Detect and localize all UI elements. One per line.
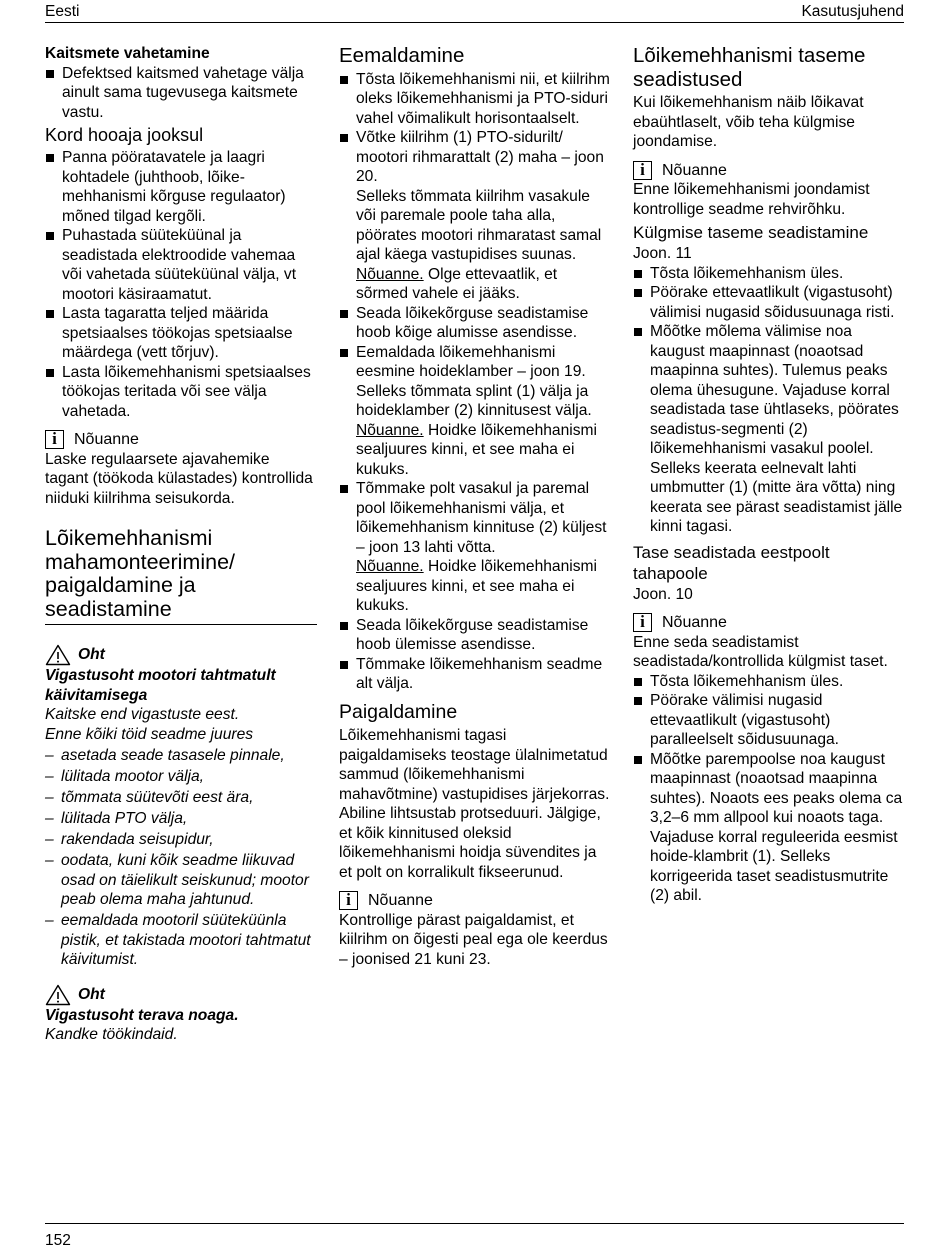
note-heading	[633, 613, 908, 633]
note-heading	[339, 891, 613, 911]
list-item	[339, 479, 613, 616]
note-heading	[633, 161, 908, 181]
list-item: Pöörake välimisi nugasid ettevaatlikult (vigastusoht) paralleelselt sõidusuunaga.	[633, 691, 908, 750]
list-item: Puhastada süüteküünal ja seadistada elektroodide vahemaa või vahetada süüteküünal välja, vt mootori käsiraamatut.	[45, 226, 317, 304]
info-icon: i	[633, 161, 652, 180]
warning-label: Oht	[78, 985, 105, 1003]
list-item: Mõõtke mõlema välimise noa kaugust maapinnast (noaotsad maapinna suhtes). Tulemus peaks olema ühesugune. Vajaduse korral seadistada tase ühtlaseks, pöörates seadistus-segmenti (2) lõikemehhanismi vasakul poolel. Selleks keerata eelnevalt lahti umbmutter (1) (mitte ära võtta) ning keerata see pärast seadistamist jälle kinni tagasi.	[633, 322, 908, 537]
step-text: Eemaldada lõikemehhanismi eesmine hoideklamber – joon 19.	[356, 343, 586, 380]
season-heading: Kord hooaja jooksul	[45, 125, 204, 145]
intro-text: Kui lõikemehhanism näib lõikavat ebaühtlaselt, võib teha külgmise joondamise.	[633, 94, 864, 150]
note-label: Nõuanne	[368, 892, 433, 909]
figure-ref: Joon. 10	[633, 585, 693, 603]
lateral-heading: Külgmise taseme seadistamine	[633, 223, 869, 242]
list-item: Seada lõikekõrguse seadistamise hoob ülemisse asendisse.	[339, 616, 613, 655]
warning-text: Kandke töökindaid.	[45, 1026, 178, 1043]
warning-text: Enne kõiki töid seadme juures	[45, 725, 254, 743]
note-text: Laske regulaarsete ajavahemike tagant (töökoda külastades) kontrollida niiduki kiilrihma seisukorda.	[45, 450, 313, 507]
list-item: Mõõtke parempoolse noa kaugust maapinnast (noaotsad maapinna suhtes). Noaots ees peaks olema ca 3,2–6 mm allpool kui noaots taga. Vajaduse korral reguleerida eesmist hoide-klambrit (1). Selleks korrigeerida taset seadistusmutrite (2) abil.	[633, 750, 908, 906]
note-heading	[45, 430, 317, 450]
list-item: – rakendada seisupidur,	[45, 830, 317, 850]
list-item: Pöörake ettevaatlikult (vigastusoht) välimisi nugasid sõidusuunaga risti.	[633, 283, 908, 322]
header-divider	[45, 22, 904, 23]
footer-divider	[45, 1223, 904, 1224]
list-item: – asetada seade tasasele pinnale,	[45, 746, 317, 766]
list-item: – lülitada PTO välja,	[45, 809, 317, 829]
warning-text: Kaitske end vigastuste eest.	[45, 706, 240, 723]
header-manual-title: Kasutusjuhend	[801, 3, 904, 20]
inline-note-text: Olge ettevaatlik, et sõrmed vahele ei jääks.	[356, 265, 558, 302]
info-icon: i	[633, 613, 652, 632]
note-label: Nõuanne	[662, 614, 727, 631]
list-item: – oodata, kuni kõik seadme liikuvad osad on täielikult seiskunud; mootor peab olema maha jahtunud.	[45, 851, 317, 910]
level-settings-heading: Lõikemehhanismi taseme seadistused	[633, 44, 866, 91]
list-item: Lasta tagaratta teljed määrida spetsiaalses töökojas spetsiaalse määrdega (vett tõrjuv).	[45, 304, 317, 363]
step-text: Tõmmake polt vasakul ja paremal pool lõikemehhanismi välja, et lõikemehhanism kinnituse (2) küljest – joon 13 lahti võtta.	[356, 480, 607, 556]
season-list	[45, 148, 317, 421]
step-text: Selleks tõmmata splint (1) välja ja hoideklamber (2) kinnitusest välja.	[356, 382, 592, 419]
warning-title: Vigastusoht mootori tahtmatult käivitamisega	[45, 667, 276, 704]
column-left	[45, 44, 317, 1045]
install-text: Lõikemehhanismi tagasi paigaldamiseks teostage ülalnimetatud sammud (lõikemehhanismi mahavõtmine) vastupidises järjekorras. Abiline lihtsustab protseduuri. Jälgige, et kõik kinnitused oleksid lõikemehhanismi hoidja süvendites ja et polt on korralikult fikseerunud.	[339, 727, 610, 881]
list-item: – eemaldada mootoril süüteküünla pistik, et takistada mootori tahtmatut käivitumist.	[45, 911, 317, 970]
front-back-heading: Tase seadistada eestpoolt tahapoole	[633, 542, 830, 583]
warning-steps	[45, 746, 317, 970]
inline-note-label: Nõuanne.	[356, 421, 424, 439]
column-middle	[339, 44, 613, 969]
install-heading: Paigaldamine	[339, 700, 458, 723]
list-item: Seada lõikekõrguse seadistamise hoob kõige alumisse asendisse.	[339, 304, 613, 343]
warning-triangle-icon	[45, 984, 71, 1006]
fuse-heading: Kaitsmete vahetamine	[45, 45, 210, 62]
note-text: Kontrollige pärast paigaldamist, et kiilrihm on õigesti peal ega ole keerdus – joonised 21 kuni 23.	[339, 911, 608, 968]
inline-note-text: Hoidke lõikemehhanismi sealjuures kinni, et see maha ei kukuks.	[356, 558, 597, 614]
inline-note-label: Nõuanne.	[356, 558, 424, 575]
inline-note-label: Nõuanne.	[356, 265, 424, 283]
note-text: Enne lõikemehhanismi joondamist kontrollige seadme rehvirõhku.	[633, 181, 870, 218]
fuse-list	[45, 64, 317, 123]
lateral-list	[633, 264, 908, 537]
list-item: Tõsta lõikemehhanism üles.	[633, 672, 908, 692]
list-item: – lülitada mootor välja,	[45, 767, 317, 787]
list-item: – tõmmata süütevõti eest ära,	[45, 788, 317, 808]
list-item: Panna pööratavatele ja laagri kohtadele (juhthoob, lõike-mehhanismi kõrguse regulaator) mõned tilgad kergõli.	[45, 148, 317, 226]
warning-label: Oht	[78, 646, 105, 664]
removal-list	[339, 70, 613, 694]
warning-heading	[45, 984, 317, 1006]
removal-heading: Eemaldamine	[339, 44, 465, 67]
header-language: Eesti	[45, 3, 80, 20]
note-label: Nõuanne	[74, 431, 139, 448]
list-item: Defektsed kaitsmed vahetage välja ainult sama tugevusega kaitsmete vastu.	[45, 64, 317, 123]
list-item: Lasta lõikemehhanismi spetsiaalses töökojas teritada või see välja vahetada.	[45, 363, 317, 422]
note-text: Enne seda seadistamist seadistada/kontrollida külgmist taset.	[633, 633, 888, 670]
front-back-list	[633, 672, 908, 906]
page-number: 152	[45, 1232, 71, 1249]
inline-note-text: Hoidke lõikemehhanismi sealjuures kinni, et see maha ei kukuks.	[356, 421, 597, 478]
warning-heading	[45, 644, 317, 666]
step-text: Selleks tõmmata kiilrihm vasakule või paremale poole taha alla, pöörates mootori rihmaratast samal ajal käega vastupidises suunas.	[356, 187, 602, 263]
note-label: Nõuanne	[662, 161, 727, 179]
list-item: Tõsta lõikemehhanism üles.	[633, 264, 908, 284]
figure-ref: Joon. 11	[633, 245, 692, 262]
info-icon: i	[45, 430, 64, 449]
section-title: Lõikemehhanismi mahamonteerimine/ paigaldamine ja seadistamine	[45, 527, 317, 625]
list-item	[339, 343, 613, 480]
info-icon: i	[339, 891, 358, 910]
warning-triangle-icon	[45, 644, 71, 666]
list-item: Tõsta lõikemehhanismi nii, et kiilrihm oleks lõikemehhanismi ja PTO-siduri vahel võimalikult horisontaalselt.	[339, 70, 613, 129]
list-item: Tõmmake lõikemehhanism seadme alt välja.	[339, 655, 613, 694]
column-right	[633, 44, 908, 906]
step-text: Võtke kiilrihm (1) PTO-sidurilt/ mootori rihmarattalt (2) maha – joon 20.	[356, 129, 604, 185]
list-item	[339, 128, 613, 304]
warning-title: Vigastusoht terava noaga.	[45, 1006, 239, 1024]
